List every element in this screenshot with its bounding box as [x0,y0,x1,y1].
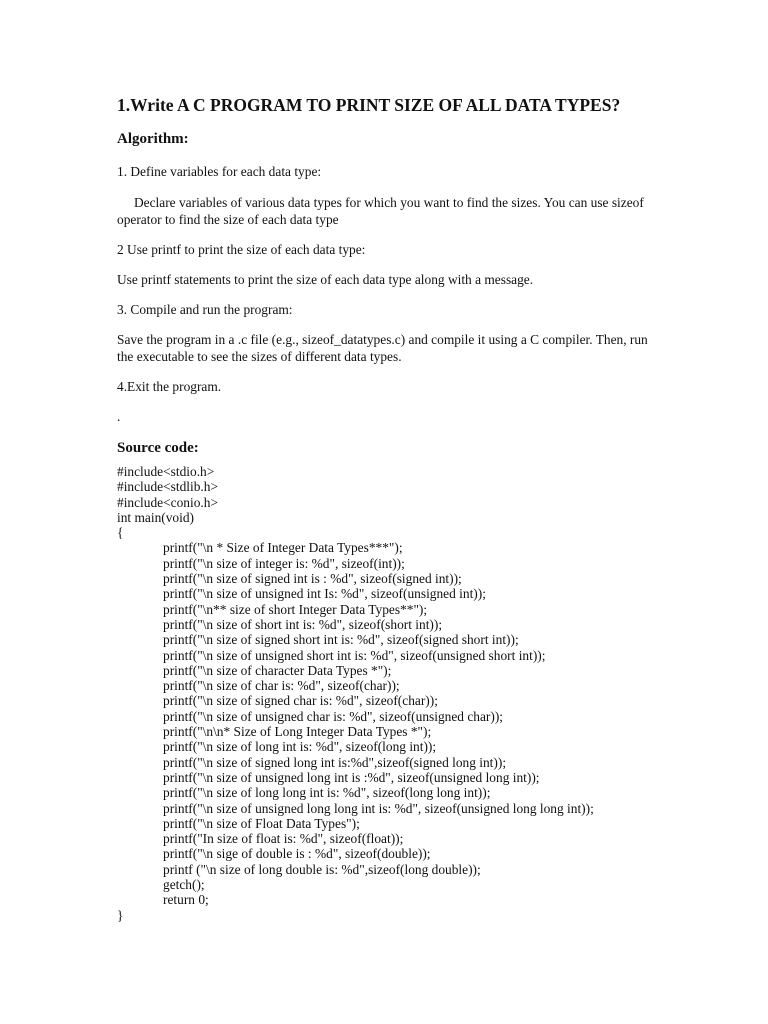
algorithm-step-3: 3. Compile and run the program: [117,302,293,317]
algorithm-step-4: 4.Exit the program. [117,379,222,394]
code-line: printf("\n\n* Size of Long Integer Data Types *"); [163,724,432,740]
algorithm-step-1-detail: Declare variables of various data types for which you want to find the sizes. You can use sizeof operator to find the size of each data type [117,195,644,227]
code-line: return 0; [163,892,209,908]
code-line: printf("\n size of char is: %d", sizeof(char)); [163,678,400,694]
code-line: printf("\n size of long int is: %d", sizeof(long int)); [163,739,437,755]
code-line: #include<stdlib.h> [117,479,219,495]
code-line: printf("\n size of signed int is : %d", sizeof(signed int)); [163,571,462,587]
code-line: printf("\n sige of double is : %d", sizeof(double)); [163,846,431,862]
source-code-heading: Source code: [117,440,199,456]
code-line: printf("\n size of signed char is: %d", sizeof(char)); [163,693,438,709]
code-line: printf("\n size of unsigned long long int is: %d", sizeof(unsigned long long int)); [163,800,594,816]
code-line: printf("\n size of Float Data Types"); [163,815,360,831]
code-line: printf("In size of float is: %d", sizeof(float)); [163,831,404,847]
code-line: printf("\n size of unsigned long int is :%d", sizeof(unsigned long int)); [163,769,540,785]
code-line: } [117,907,124,923]
code-line: printf("\n size of unsigned int Is: %d", sizeof(unsigned int)); [163,586,486,602]
code-line: int main(void) [117,509,194,525]
code-line: #include<conio.h> [117,494,219,510]
code-line: printf("\n size of unsigned short int is: %d", sizeof(unsigned short int)); [163,647,546,663]
code-line: { [117,525,124,541]
algorithm-heading: Algorithm: [117,131,189,147]
algorithm-step-2-detail: Use printf statements to print the size of each data type along with a message. [117,272,534,287]
code-line: printf("\n size of short int is: %d", sizeof(short int)); [163,616,443,632]
code-line: printf("\n** size of short Integer Data Types**"); [163,601,428,617]
code-line: printf("\n size of integer is: %d", sizeof(int)); [163,555,405,571]
code-line: printf("\n * Size of Integer Data Types***"); [163,540,403,556]
code-line: printf("\n size of character Data Types *"); [163,662,392,678]
code-line: printf("\n size of signed short int is: %d", sizeof(signed short int)); [163,632,519,648]
code-line: printf("\n size of unsigned char is: %d", sizeof(unsigned char)); [163,708,504,724]
algorithm-step-3-detail: Save the program in a .c file (e.g., sizeof_datatypes.c) and compile it using a C compiler. Then, run the executable to see the sizes of different data types. [117,332,648,364]
code-line: printf("\n size of long long int is: %d", sizeof(long long int)); [163,785,491,801]
algorithm-step-2: 2 Use printf to print the size of each data type: [117,242,366,257]
code-line: printf ("\n size of long double is: %d",sizeof(long double)); [163,861,481,877]
algorithm-trailing-dot: . [117,409,121,424]
algorithm-step-1: 1. Define variables for each data type: [117,164,322,179]
code-line: #include<stdio.h> [117,464,215,479]
page-title: 1.Write A C PROGRAM TO PRINT SIZE OF ALL DATA TYPES? [117,95,621,115]
code-line: getch(); [163,877,205,893]
source-code-block [117,464,594,923]
code-line: printf("\n size of signed long int is:%d",sizeof(signed long int)); [163,754,507,770]
